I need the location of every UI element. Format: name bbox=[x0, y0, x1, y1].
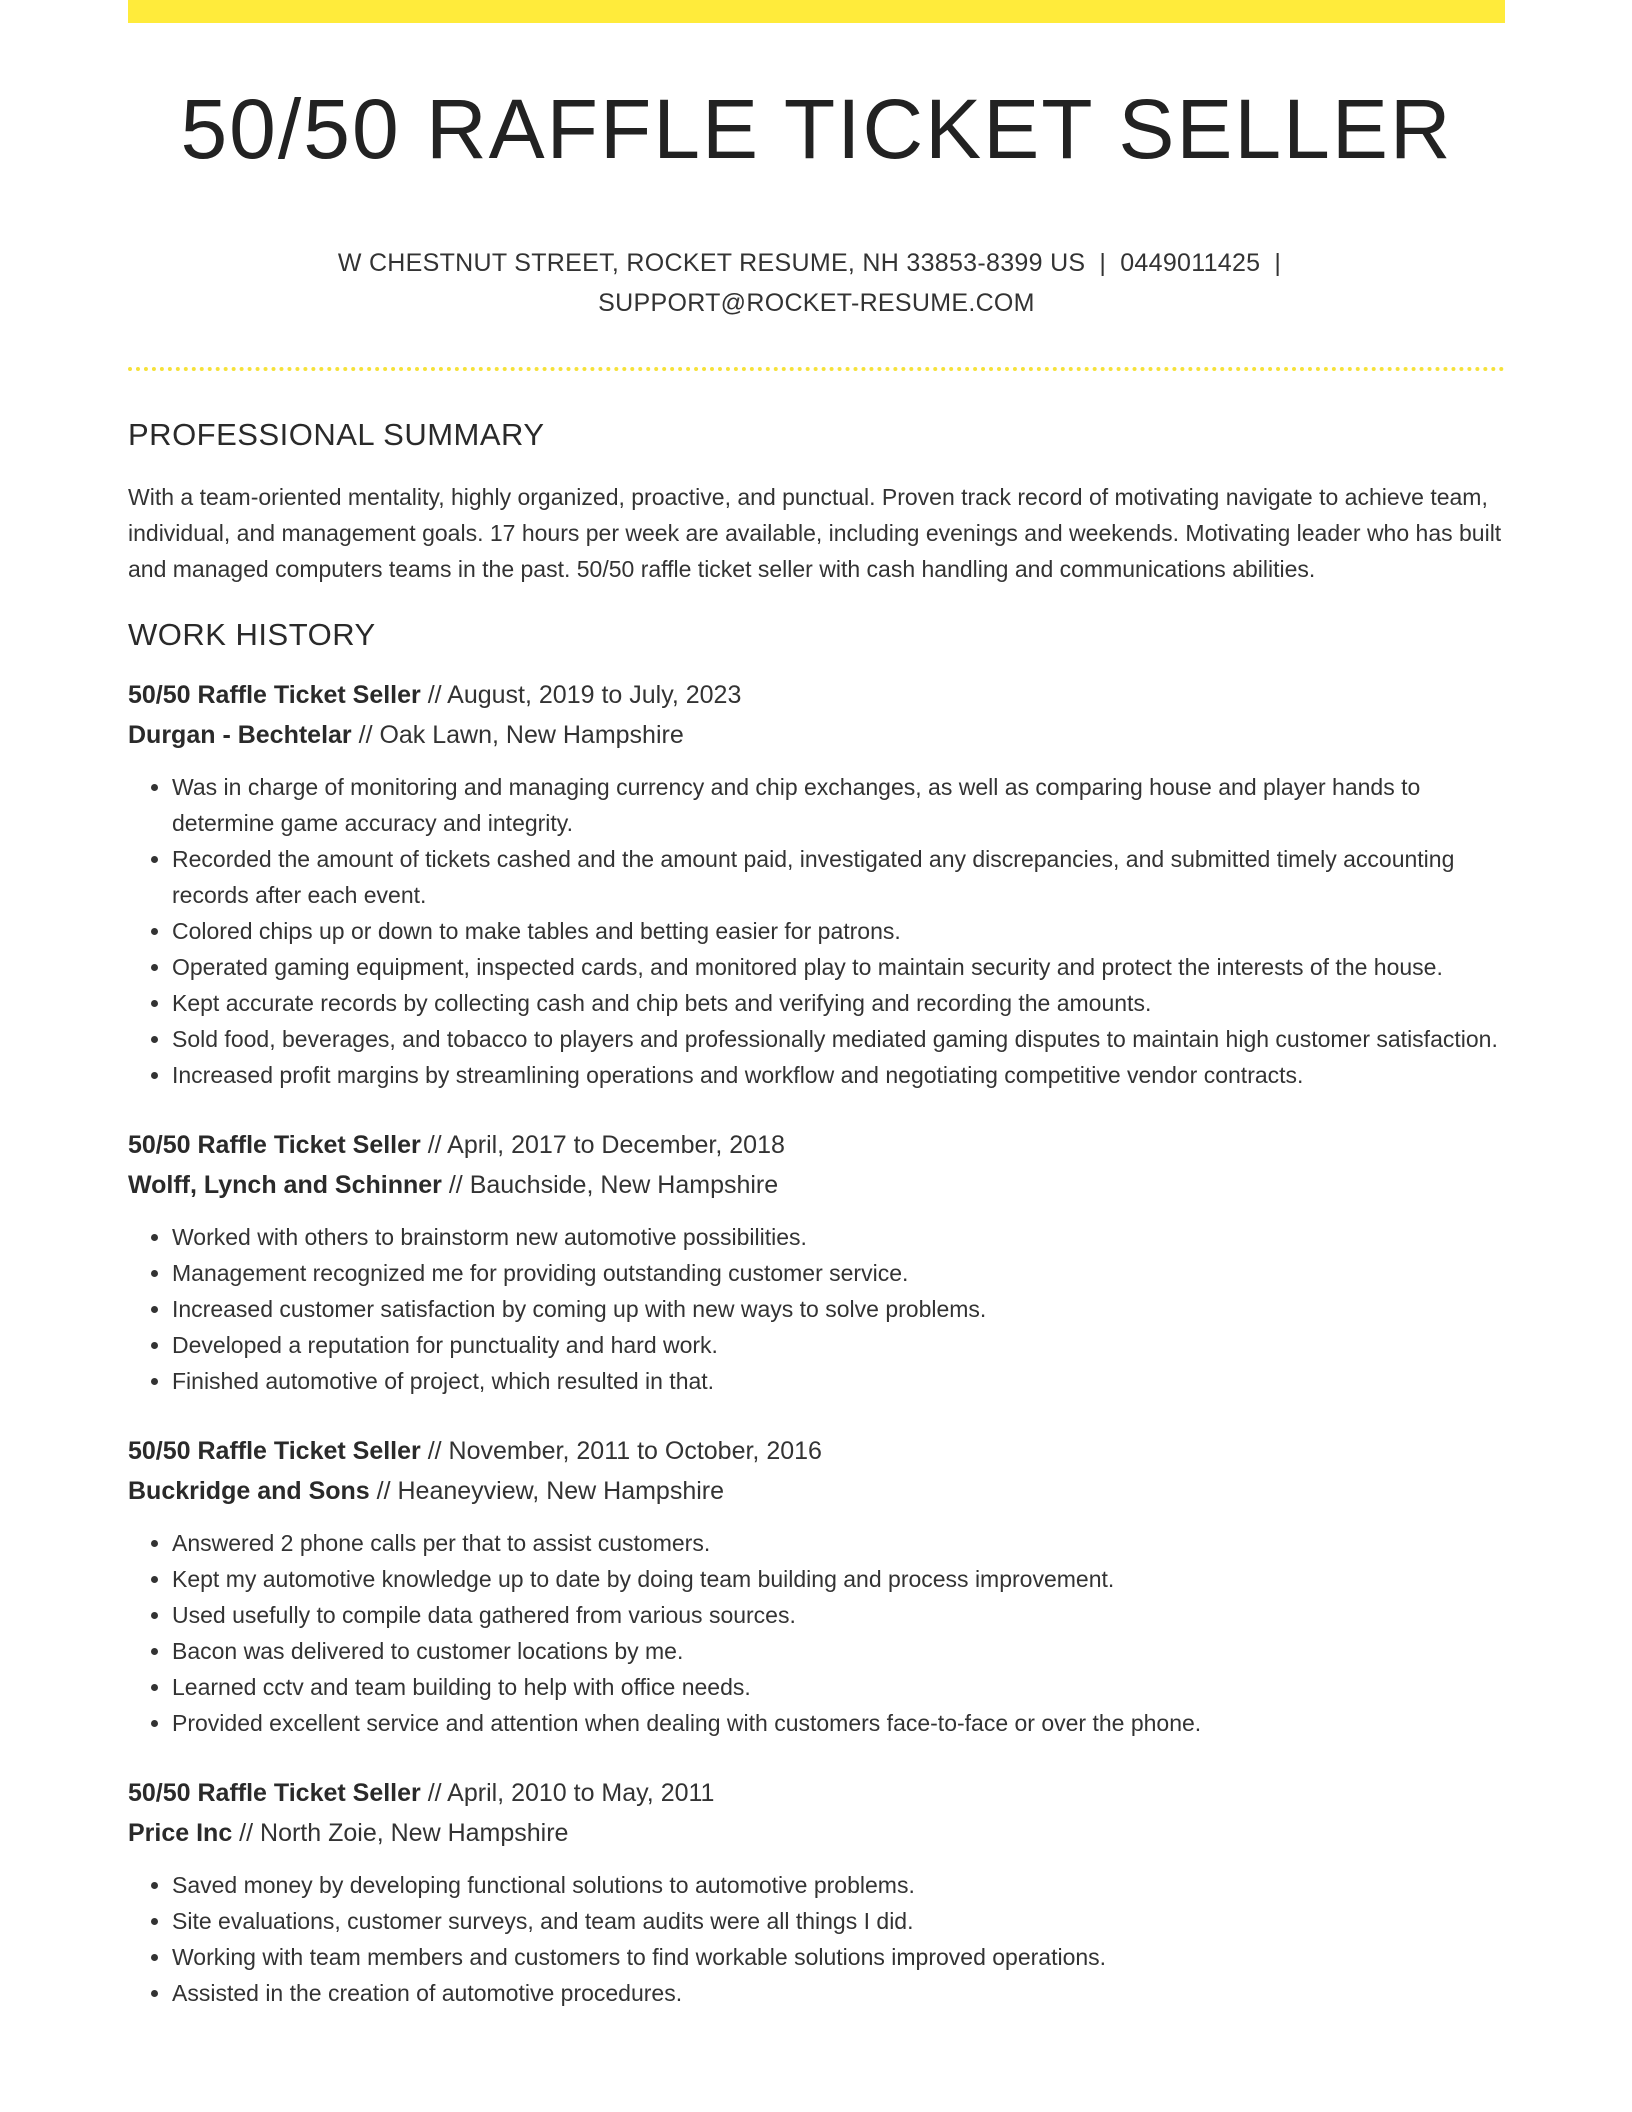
list-item: • Kept accurate records by collecting cash and chip bets and verifying and recording the amounts. bbox=[172, 985, 1505, 1021]
contact-info bbox=[128, 243, 1505, 323]
job-entry bbox=[128, 1773, 1505, 2011]
job-company: Buckridge and Sons bbox=[128, 1477, 370, 1506]
list-item: • Saved money by developing functional solutions to automotive problems. bbox=[172, 1867, 1505, 1903]
job-entry bbox=[128, 1431, 1505, 1741]
job-bullets bbox=[128, 769, 1505, 1093]
job-entry bbox=[128, 675, 1505, 1093]
list-item: • Was in charge of monitoring and managing currency and chip exchanges, as well as comparing house and player hands to determine game accuracy and integrity. bbox=[172, 769, 1505, 841]
list-item: • Bacon was delivered to customer locations by me. bbox=[172, 1633, 1505, 1669]
resume-name: 50/50 RAFFLE TICKET SELLER bbox=[180, 82, 1453, 176]
job-dates: // April, 2010 to May, 2011 bbox=[420, 1779, 715, 1808]
job-title-line bbox=[128, 1773, 1505, 1813]
job-location: // Heaneyview, New Hampshire bbox=[369, 1477, 725, 1506]
list-item: • Site evaluations, customer surveys, and team audits were all things I did. bbox=[172, 1903, 1505, 1939]
job-company-line bbox=[128, 1471, 1505, 1511]
job-bullets bbox=[128, 1219, 1505, 1399]
job-dates: // April, 2017 to December, 2018 bbox=[420, 1131, 785, 1160]
list-item: • Recorded the amount of tickets cashed and the amount paid, investigated any discrepancies, and submitted timely accounting records after each event. bbox=[172, 841, 1505, 913]
job-bullets bbox=[128, 1867, 1505, 2011]
job-dates: // August, 2019 to July, 2023 bbox=[420, 681, 742, 710]
list-item: • Colored chips up or down to make tables and betting easier for patrons. bbox=[172, 913, 1505, 949]
contact-email: SUPPORT@ROCKET-RESUME.COM bbox=[598, 289, 1035, 318]
job-dates: // November, 2011 to October, 2016 bbox=[420, 1437, 822, 1466]
job-location: // Bauchside, New Hampshire bbox=[441, 1171, 779, 1200]
list-item: • Learned cctv and team building to help with office needs. bbox=[172, 1669, 1505, 1705]
job-company: Price Inc bbox=[128, 1819, 233, 1848]
job-role: 50/50 Raffle Ticket Seller bbox=[128, 1131, 421, 1160]
contact-address: W CHESTNUT STREET, ROCKET RESUME, NH 33853-8399 US bbox=[337, 249, 1086, 278]
list-item: • Finished automotive of project, which resulted in that. bbox=[172, 1363, 1505, 1399]
list-item: • Assisted in the creation of automotive procedures. bbox=[172, 1975, 1505, 2011]
contact-separator: | bbox=[1274, 249, 1282, 278]
job-title-line bbox=[128, 675, 1505, 715]
list-item: • Developed a reputation for punctuality and hard work. bbox=[172, 1327, 1505, 1363]
accent-bar bbox=[128, 0, 1505, 23]
job-title-line bbox=[128, 1431, 1505, 1471]
job-bullets bbox=[128, 1525, 1505, 1741]
job-company-line bbox=[128, 1165, 1505, 1205]
work-history-list bbox=[128, 675, 1505, 2011]
list-item: • Working with team members and customers to find workable solutions improved operations. bbox=[172, 1939, 1505, 1975]
list-item: • Used usefully to compile data gathered from various sources. bbox=[172, 1597, 1505, 1633]
list-item: • Sold food, beverages, and tobacco to players and professionally mediated gaming disputes to maintain high customer satisfaction. bbox=[172, 1021, 1505, 1057]
list-item: • Worked with others to brainstorm new automotive possibilities. bbox=[172, 1219, 1505, 1255]
list-item: • Answered 2 phone calls per that to assist customers. bbox=[172, 1525, 1505, 1561]
job-location: // North Zoie, New Hampshire bbox=[232, 1819, 569, 1848]
job-role: 50/50 Raffle Ticket Seller bbox=[128, 1779, 421, 1808]
list-item: • Provided excellent service and attention when dealing with customers face-to-face or over the phone. bbox=[172, 1705, 1505, 1741]
work-history-heading: WORK HISTORY bbox=[128, 617, 376, 653]
list-item: • Increased profit margins by streamlining operations and workflow and negotiating competitive vendor contracts. bbox=[172, 1057, 1505, 1093]
job-company-line bbox=[128, 1813, 1505, 1853]
contact-phone: 0449011425 bbox=[1120, 249, 1261, 278]
list-item: • Increased customer satisfaction by coming up with new ways to solve problems. bbox=[172, 1291, 1505, 1327]
job-company: Durgan - Bechtelar bbox=[128, 721, 352, 750]
job-entry bbox=[128, 1125, 1505, 1399]
resume-page bbox=[128, 0, 1505, 2011]
job-title-line bbox=[128, 1125, 1505, 1165]
job-role: 50/50 Raffle Ticket Seller bbox=[128, 681, 421, 710]
job-company-line bbox=[128, 715, 1505, 755]
summary-text: With a team-oriented mentality, highly organized, proactive, and punctual. Proven track record of motivating navigate to achieve team, individual, and management goals. 17 hours per week are available, including evenings and weekends. Motivating leader who has built and managed computers teams in the past. 50/50 raffle ticket seller with cash handling and communications abilities. bbox=[128, 484, 1502, 583]
job-location: // Oak Lawn, New Hampshire bbox=[351, 721, 684, 750]
list-item: • Operated gaming equipment, inspected cards, and monitored play to maintain security and protect the interests of the house. bbox=[172, 949, 1505, 985]
header-divider bbox=[128, 367, 1505, 371]
job-company: Wolff, Lynch and Schinner bbox=[128, 1171, 442, 1200]
contact-separator: | bbox=[1099, 249, 1107, 278]
job-role: 50/50 Raffle Ticket Seller bbox=[128, 1437, 421, 1466]
list-item: • Kept my automotive knowledge up to date by doing team building and process improvement. bbox=[172, 1561, 1505, 1597]
list-item: • Management recognized me for providing outstanding customer service. bbox=[172, 1255, 1505, 1291]
summary-heading: PROFESSIONAL SUMMARY bbox=[128, 417, 545, 453]
